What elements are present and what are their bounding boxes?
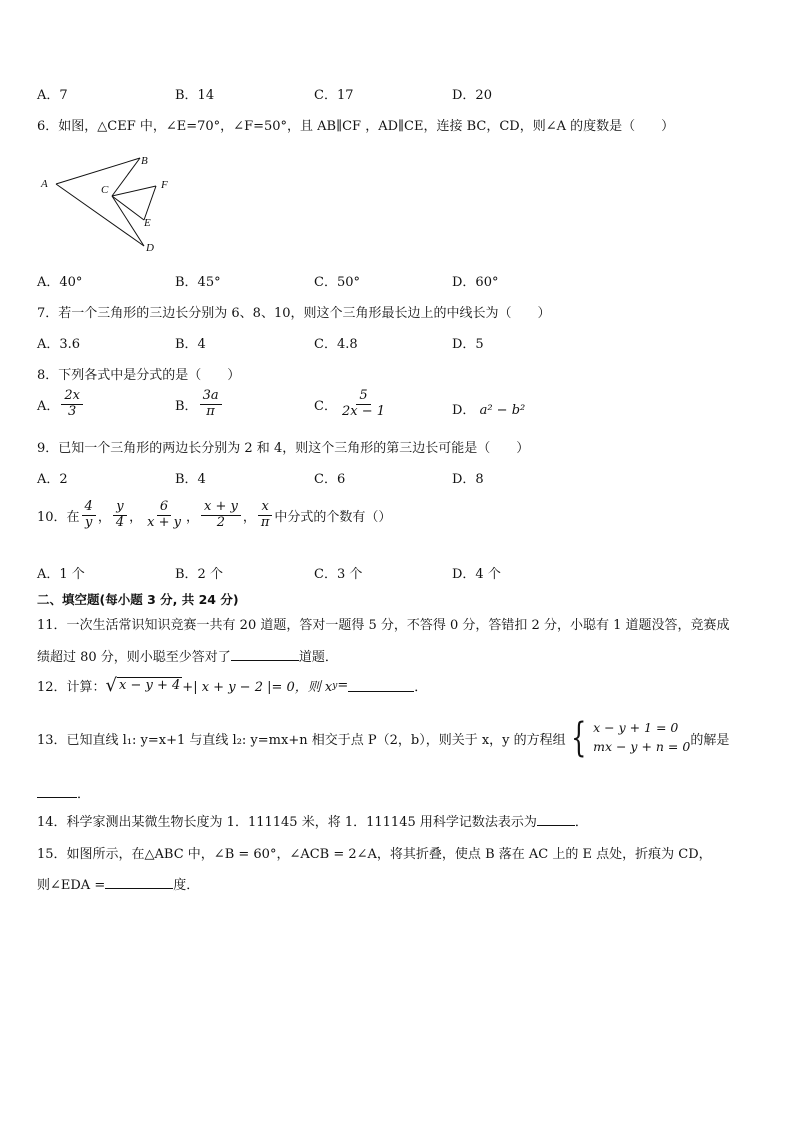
q8-option-a-fraction [61,389,83,420]
q10-fraction-5 [258,500,273,531]
q8-option-d-label: D． [452,403,476,418]
segment-fe [144,186,156,220]
fraction-denominator: 4 [115,514,125,530]
segment-cd [112,196,144,246]
q7-option-d: D．5 [452,337,484,352]
segment-ab [56,158,140,184]
q13-main: 13．已知直线 l₁: y=x+1 与直线 l₂: y=mx+n 相交于点 P（2，b），则关于 x，y 的方程组 [37,732,566,748]
label-f: F [161,179,168,191]
q10-fraction-2 [113,500,127,531]
label-d: D [146,242,154,254]
fraction-numerator: x [258,500,271,516]
q9-option-b: B．4 [175,472,206,487]
answer-blank [348,679,414,692]
q10-option-c: C．3 个 [314,567,363,582]
q14-end: ． [574,815,588,830]
q14-text [37,811,588,830]
q10-option-b: B．2 个 [175,567,223,582]
sqrt-expression [105,674,183,696]
q6-figure [36,150,176,255]
q15-line1: 15．如图所示，在△ABC 中，∠B = 60°，∠ACB = 2∠A，将其折叠，使点 B 落在 AC 上的 E 点处，折痕为 CD， [37,847,712,862]
q11-line2 [37,646,338,665]
q6-option-b: B．45° [175,275,221,290]
q9-option-a: A．2 [37,472,68,487]
q8-option-c-label: C． [314,398,337,414]
q8-option-b [175,389,224,420]
q9-option-d: D．8 [452,472,484,487]
q11-line2-start: 绩超过 80 分，则小聪至少答对了 [37,650,231,665]
separator: ， [185,509,199,525]
q8-option-b-label: B． [175,398,198,414]
q13-after: 的解是 [690,732,730,748]
left-brace-icon: { [570,715,587,761]
q8-option-a-label: A． [37,398,60,414]
q10-option-d: D．4 个 [452,567,501,582]
answer-blank [231,648,299,661]
q12-exponent: y [332,680,338,691]
q10-text [37,500,391,531]
q5-option-d: D．20 [452,88,492,103]
separator: ， [129,509,143,525]
q9-text: 9．已知一个三角形的两边长分别为 2 和 4，则这个三角形的第三边长可能是（ ） [37,441,530,456]
q5-option-a: A．7 [37,88,68,103]
q8-option-d-expression: a² − b² [479,403,526,418]
q15-line2 [37,874,199,893]
q12-text [37,676,427,695]
fraction-numerator: 3a [200,389,222,405]
fraction-numerator: y [113,500,126,516]
q11-line1: 11．一次生活常识知识竞赛一共有 20 道题，答对一题得 5 分，不答得 0 分，答错扣 2 分，小聪有 1 道题没答，竞赛成 [37,618,730,633]
q6-text: 6．如图，△CEF 中，∠E=70°，∠F=50°，且 AB∥CF ，AD∥CE，连接 BC，CD，则∠A 的度数是（ ） [37,119,675,134]
q5-option-c: C．17 [314,88,354,103]
fraction-numerator: 5 [356,389,370,405]
q10-fraction-3 [144,500,184,531]
q8-option-d [452,399,525,418]
fraction-numerator: 2x [61,389,83,405]
q11-line2-end: 道题． [298,650,338,665]
q6-option-a: A．40° [37,275,83,290]
q8-option-c [314,389,390,420]
q8-option-c-fraction [339,389,388,420]
label-b: B [141,155,148,167]
q12-prefix: 12．计算： [37,680,106,695]
q12-rest: +| x + y − 2 |= 0，则 x [182,680,333,695]
q10-option-a: A．1 个 [37,567,85,582]
q12-end: ． [414,680,428,695]
fraction-numerator: 6 [157,500,171,516]
fraction-denominator: 2x − 1 [341,403,385,419]
q12-equals: = [337,678,349,693]
q15-line2-end: 度． [173,878,200,893]
answer-blank [537,813,575,826]
q10-prefix: 10．在 [37,509,80,525]
fraction-numerator: 4 [82,500,96,516]
fraction-denominator: 3 [68,403,77,419]
answer-blank [37,785,77,798]
segment-ad [56,184,144,246]
q8-option-b-fraction [200,389,222,420]
section-heading: 二、填空题(每小题 3 分, 共 24 分) [37,592,239,607]
fraction-denominator: π [260,514,270,530]
radical-sign-icon: √ [105,674,118,696]
equation-2: mx − y + n = 0 [593,739,691,754]
label-c: C [101,184,109,196]
fraction-denominator: y [85,514,93,530]
label-e: E [144,217,151,229]
q7-option-a: A．3.6 [37,337,81,352]
q7-option-c: C．4.8 [314,337,358,352]
q7-text: 7．若一个三角形的三边长分别为 6、8、10，则这个三角形最长边上的中线长为（ ） [37,306,551,321]
q13-text [37,715,730,761]
segment-ce [112,196,144,220]
fraction-denominator: 2 [216,514,226,530]
q8-option-a [37,389,85,420]
q7-option-b: B．4 [175,337,206,352]
q10-fraction-4 [201,500,241,531]
radicand: x − y + 4 [119,678,181,694]
q5-option-b: B．14 [175,88,215,103]
q14-main: 14．科学家测出某微生物长度为 1．111145 米，将 1．111145 用科学记数法表示为 [37,815,537,830]
fraction-denominator: π [206,403,215,419]
q15-line2-start: 则∠EDA = [37,878,106,893]
separator: ， [242,509,256,525]
q13-end: ． [77,787,91,802]
q13-answer-line [37,783,90,802]
q6-option-d: D．60° [452,275,499,290]
equation-1: x − y + 1 = 0 [593,720,679,736]
q10-fraction-1 [82,500,96,531]
label-a: A [41,178,48,190]
fraction-denominator: x + y [147,514,181,530]
fraction-numerator: x + y [201,500,241,516]
answer-blank [105,876,173,889]
q9-option-c: C．6 [314,472,346,487]
q8-text: 8．下列各式中是分式的是（ ） [37,368,241,383]
separator: ， [97,509,111,525]
q10-suffix: 中分式的个数有（） [274,509,392,525]
equation-system [566,715,691,761]
q6-option-c: C．50° [314,275,360,290]
